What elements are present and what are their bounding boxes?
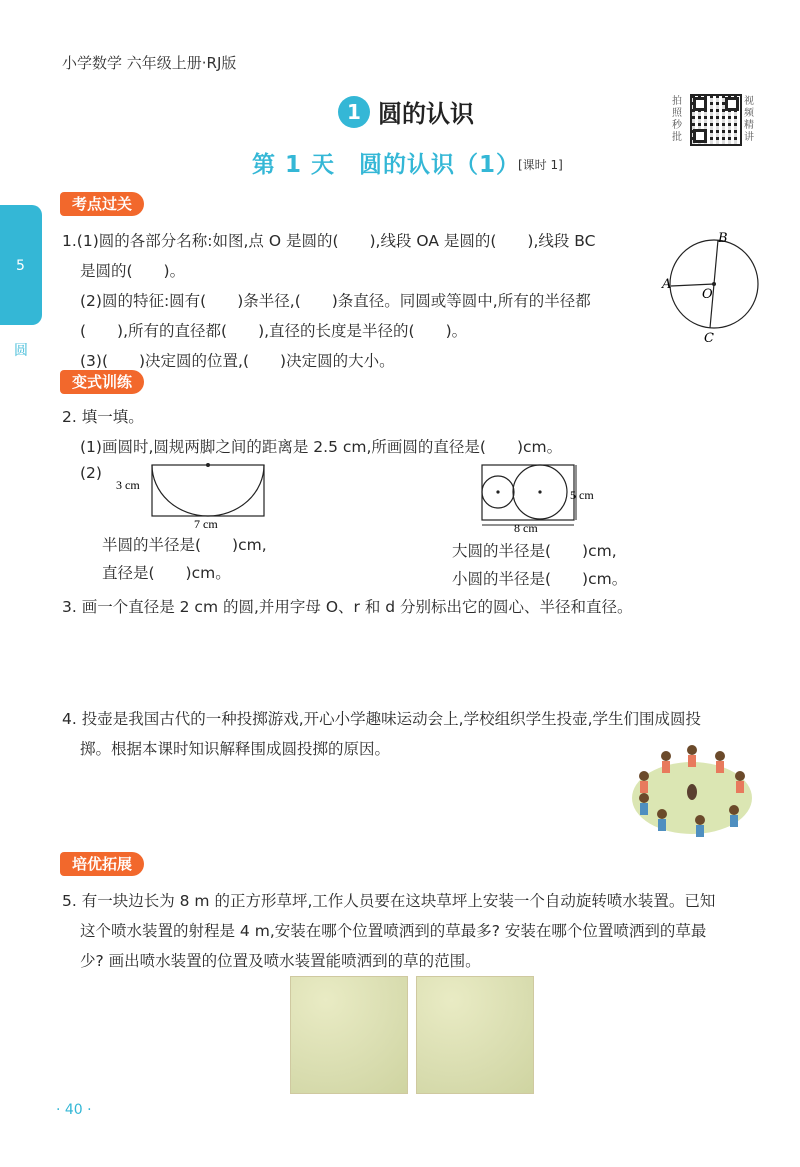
fig-label-b: B [718,231,728,246]
unit-title-text: 圆的认识 [378,100,474,128]
lawn-square-1 [290,976,408,1094]
q3-text: 3. 画一个直径是 2 cm 的圆,并用字母 O、r 和 d 分别标出它的圆心、半径和直径。 [62,598,633,616]
unit-number-badge: 1 [338,96,370,128]
section-tag-peiyou: 培优拓展 [60,852,144,876]
two-circles-figure [478,462,608,534]
q2-answer-a1: 半圆的半径是( )cm, [102,536,267,554]
semicircle-figure [114,462,274,530]
circle-figure [660,226,770,346]
q1-line1: 1.(1)圆的各部分名称:如图,点 O 是圆的( ),线段 OA 是圆的( ),线段 BC [62,232,596,250]
fig1-width-label: 7 cm [194,517,218,530]
section-tag-kaodian: 考点过关 [60,192,144,216]
q2-line2: (1)画圆时,圆规两脚之间的距离是 2.5 cm,所画圆的直径是( )cm。 [80,438,563,456]
q4-line2: 掷。根据本课时知识解释围成圆投掷的原因。 [80,740,391,758]
lawn-square-2 [416,976,534,1094]
q1-line5: (3)( )决定圆的位置,( )决定圆的大小。 [80,352,395,370]
fig-label-c: C [704,331,714,346]
side-tab-char: 圆 [14,343,28,359]
q2-answer-b1: 大圆的半径是( )cm, [452,542,617,560]
fig2-height-label: 5 cm [570,488,594,502]
unit-title [338,94,474,129]
page-number: · 40 · [56,1102,92,1118]
q4-line1: 4. 投壶是我国古代的一种投掷游戏,开心小学趣味运动会上,学校组织学生投壶,学生们围成圆投 [62,710,701,728]
fig-label-o: O [702,287,713,302]
q5-line2: 这个喷水装置的射程是 4 m,安装在哪个位置喷洒到的草最多? 安装在哪个位置喷洒到的草最 [80,922,707,940]
q5-line1: 5. 有一块边长为 8 m 的正方形草坪,工作人员要在这块草坪上安装一个自动旋转喷水装置。已知 [62,892,716,910]
q1-line2: 是圆的( )。 [80,262,186,280]
qr-right-text: 视频精讲 [744,96,754,143]
lesson-tag: [课时 1] [518,158,563,172]
q1-line3: (2)圆的特征:圆有( )条半径,( )条直径。同圆或等圆中,所有的半径都 [80,292,591,310]
section-tag-bianshi: 变式训练 [60,370,144,394]
kids-circle-illustration [630,736,754,844]
book-header: 小学数学 六年级上册·RJ版 [62,54,237,72]
fig2-width-label: 8 cm [514,521,538,534]
side-tab-number: 5 [16,258,25,274]
qr-left-text: 拍照秒批 [672,96,682,143]
qr-code-icon[interactable] [690,94,742,146]
q2-answer-a2: 直径是( )cm。 [102,564,231,582]
day-title: 第 1 天 圆的认识（1） [252,152,521,178]
fig-label-a: A [662,277,672,292]
q2-answer-b2: 小圆的半径是( )cm。 [452,570,628,588]
q1-line4: ( ),所有的直径都( ),直径的长度是半径的( )。 [80,322,468,340]
q5-line3: 少? 画出喷水装置的位置及喷水装置能喷洒到的草的范围。 [80,952,481,970]
q2-part2-label: (2) [80,464,102,482]
fig1-height-label: 3 cm [116,478,140,492]
q2-line1: 2. 填一填。 [62,408,144,426]
